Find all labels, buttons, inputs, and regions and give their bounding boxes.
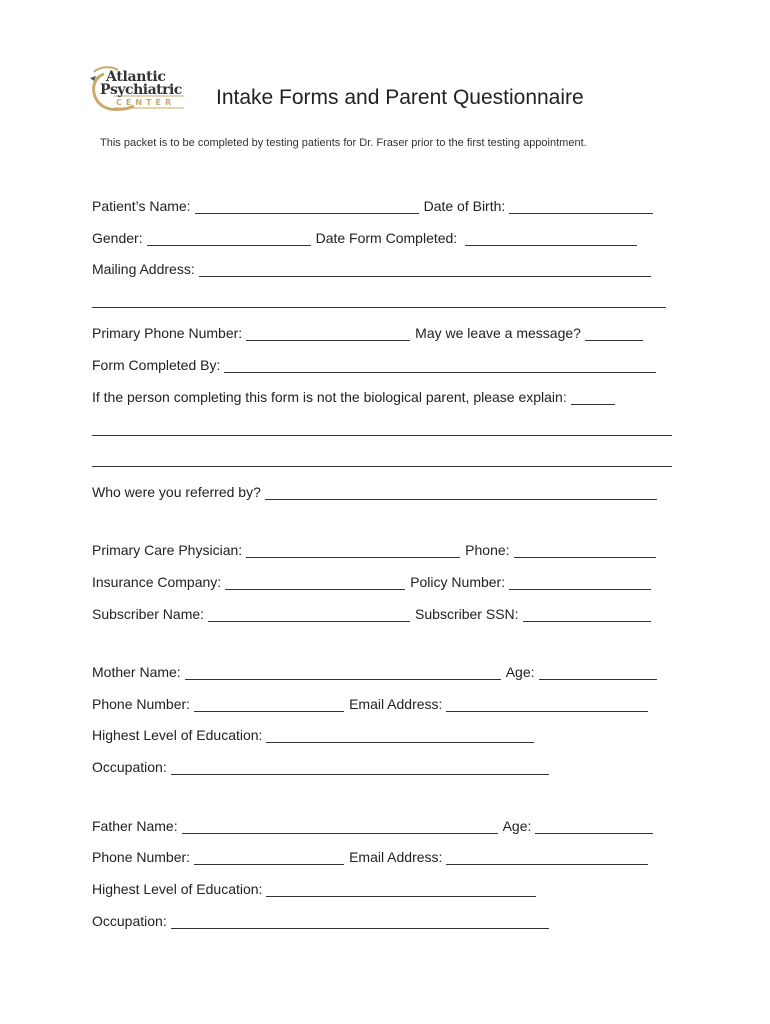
completed-by-row bbox=[92, 357, 656, 373]
not-bio-parent-field[interactable] bbox=[571, 390, 615, 405]
logo-line-3: CENTER bbox=[116, 98, 176, 107]
referred-by-label: Who were you referred by? bbox=[92, 484, 261, 500]
page-title: Intake Forms and Parent Questionnaire bbox=[216, 86, 584, 109]
father-phone-field[interactable] bbox=[194, 850, 344, 865]
mailing-address-row bbox=[92, 261, 651, 277]
page-subtitle: This packet is to be completed by testing patients for Dr. Fraser prior to the first testing appointment. bbox=[100, 137, 587, 149]
subscriber-row bbox=[92, 606, 651, 622]
not-bio-parent-row bbox=[92, 389, 615, 405]
completed-by-field[interactable] bbox=[224, 358, 656, 373]
policy-number-label: Policy Number: bbox=[410, 574, 506, 590]
subscriber-ssn-label: Subscriber SSN: bbox=[415, 606, 519, 622]
physician-phone-field[interactable] bbox=[514, 543, 656, 558]
mother-email-label: Email Address: bbox=[349, 696, 443, 712]
mailing-address-field[interactable] bbox=[199, 262, 651, 277]
insurance-label: Insurance Company: bbox=[92, 574, 222, 590]
mother-phone-label: Phone Number: bbox=[92, 696, 191, 712]
father-age-label: Age: bbox=[502, 818, 532, 834]
father-phone-label: Phone Number: bbox=[92, 849, 191, 865]
date-completed-label: Date Form Completed: bbox=[315, 230, 458, 246]
explain-line-1[interactable] bbox=[92, 435, 672, 436]
physician-phone-label: Phone: bbox=[465, 542, 510, 558]
father-occupation-label: Occupation: bbox=[92, 913, 167, 929]
leave-message-label: May we leave a message? bbox=[415, 325, 581, 341]
leave-message-field[interactable] bbox=[585, 326, 643, 341]
father-contact-row bbox=[92, 849, 648, 865]
primary-phone-row bbox=[92, 325, 643, 341]
mother-contact-row bbox=[92, 696, 648, 712]
mother-occupation-field[interactable] bbox=[171, 760, 549, 775]
mailing-address-line-2[interactable] bbox=[92, 307, 666, 308]
mother-email-field[interactable] bbox=[446, 697, 648, 712]
logo-line-1: Atlantic bbox=[106, 69, 166, 85]
mother-occupation-row bbox=[92, 759, 549, 775]
gender-row bbox=[92, 230, 637, 246]
father-name-label: Father Name: bbox=[92, 818, 178, 834]
patient-name-field[interactable] bbox=[195, 199, 419, 214]
patient-name-label: Patient’s Name: bbox=[92, 198, 191, 214]
mother-education-field[interactable] bbox=[266, 728, 534, 743]
dob-field[interactable] bbox=[509, 199, 653, 214]
insurance-field[interactable] bbox=[225, 575, 405, 590]
physician-label: Primary Care Physician: bbox=[92, 542, 243, 558]
completed-by-label: Form Completed By: bbox=[92, 357, 221, 373]
father-age-field[interactable] bbox=[535, 819, 653, 834]
not-bio-parent-label: If the person completing this form is not the biological parent, please explain: bbox=[92, 389, 567, 405]
atlantic-psychiatric-logo bbox=[86, 60, 196, 116]
father-education-row bbox=[92, 881, 536, 897]
mother-name-label: Mother Name: bbox=[92, 664, 181, 680]
mother-name-field[interactable] bbox=[185, 665, 501, 680]
gender-label: Gender: bbox=[92, 230, 143, 246]
referred-by-row bbox=[92, 484, 657, 500]
father-name-row bbox=[92, 818, 653, 834]
physician-row bbox=[92, 542, 656, 558]
primary-phone-field[interactable] bbox=[246, 326, 410, 341]
subscriber-name-label: Subscriber Name: bbox=[92, 606, 205, 622]
logo-line-2: Psychiatric bbox=[100, 82, 182, 98]
mother-age-field[interactable] bbox=[539, 665, 657, 680]
gender-field[interactable] bbox=[147, 231, 311, 246]
primary-phone-label: Primary Phone Number: bbox=[92, 325, 243, 341]
referred-by-field[interactable] bbox=[265, 485, 657, 500]
father-education-label: Highest Level of Education: bbox=[92, 881, 263, 897]
physician-field[interactable] bbox=[246, 543, 460, 558]
patient-name-row bbox=[92, 198, 653, 214]
insurance-row bbox=[92, 574, 651, 590]
father-occupation-field[interactable] bbox=[171, 914, 549, 929]
mother-phone-field[interactable] bbox=[194, 697, 344, 712]
policy-number-field[interactable] bbox=[509, 575, 651, 590]
mother-education-label: Highest Level of Education: bbox=[92, 727, 263, 743]
dob-label: Date of Birth: bbox=[423, 198, 506, 214]
mailing-address-label: Mailing Address: bbox=[92, 261, 195, 277]
mother-age-label: Age: bbox=[505, 664, 535, 680]
father-email-label: Email Address: bbox=[349, 849, 443, 865]
date-completed-field[interactable] bbox=[465, 231, 637, 246]
father-name-field[interactable] bbox=[182, 819, 498, 834]
mother-name-row bbox=[92, 664, 657, 680]
father-education-field[interactable] bbox=[266, 882, 536, 897]
mother-education-row bbox=[92, 727, 534, 743]
subscriber-name-field[interactable] bbox=[208, 607, 410, 622]
father-email-field[interactable] bbox=[446, 850, 648, 865]
explain-line-2[interactable] bbox=[92, 466, 672, 467]
subscriber-ssn-field[interactable] bbox=[523, 607, 651, 622]
father-occupation-row bbox=[92, 913, 549, 929]
mother-occupation-label: Occupation: bbox=[92, 759, 167, 775]
